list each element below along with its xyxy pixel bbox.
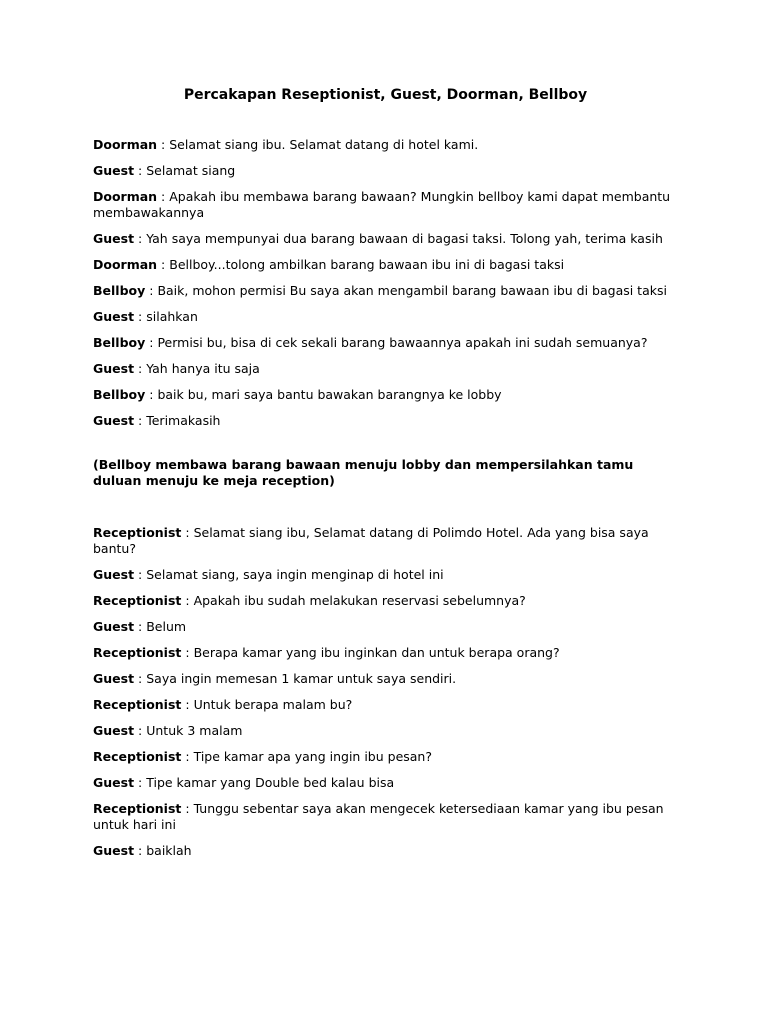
speaker-name: Guest — [93, 361, 135, 376]
speaker-name: Bellboy — [93, 387, 146, 402]
separator: : — [157, 137, 170, 152]
separator: : — [134, 775, 147, 790]
speaker-name: Bellboy — [93, 335, 146, 350]
speaker-name: Guest — [93, 231, 135, 246]
separator: : — [181, 593, 194, 608]
speaker-name: Guest — [93, 671, 135, 686]
document-title: Percakapan Reseptionist, Guest, Doorman, Bellboy — [183, 87, 588, 103]
separator: : — [145, 335, 158, 350]
dialogue-section-2 — [93, 525, 678, 859]
dialogue-text: Selamat siang, saya ingin menginap di hotel ini — [146, 567, 444, 582]
speaker-name: Guest — [93, 567, 135, 582]
separator: : — [145, 283, 158, 298]
dialogue-text: Tipe kamar yang Double bed kalau bisa — [146, 775, 395, 790]
dialogue-section-1 — [93, 137, 678, 429]
separator: : — [157, 189, 170, 204]
speaker-name: Guest — [93, 163, 135, 178]
dialogue-line — [93, 593, 678, 609]
dialogue-line — [93, 231, 678, 247]
speaker-name: Receptionist — [93, 697, 182, 712]
dialogue-line — [93, 525, 678, 557]
speaker-name: Doorman — [93, 189, 158, 204]
dialogue-line — [93, 671, 678, 687]
dialogue-text: Berapa kamar yang ibu inginkan dan untuk berapa orang? — [193, 645, 560, 660]
dialogue-line — [93, 749, 678, 765]
speaker-name: Doorman — [93, 257, 158, 272]
document-page — [93, 86, 678, 869]
dialogue-line — [93, 567, 678, 583]
dialogue-text: silahkan — [146, 309, 198, 324]
speaker-name: Bellboy — [93, 283, 146, 298]
separator: : — [181, 749, 194, 764]
speaker-name: Guest — [93, 775, 135, 790]
speaker-name: Guest — [93, 619, 135, 634]
separator: : — [134, 567, 147, 582]
dialogue-line — [93, 189, 678, 221]
dialogue-line — [93, 283, 678, 299]
dialogue-text: Apakah ibu sudah melakukan reservasi sebelumnya? — [193, 593, 526, 608]
dialogue-text: Belum — [146, 619, 187, 634]
dialogue-text: Selamat siang — [146, 163, 236, 178]
dialogue-text: Yah saya mempunyai dua barang bawaan di bagasi taksi. Tolong yah, terima kasih — [146, 231, 663, 246]
dialogue-text: Untuk 3 malam — [146, 723, 243, 738]
dialogue-line — [93, 257, 678, 273]
dialogue-line — [93, 801, 678, 833]
separator: : — [181, 801, 194, 816]
speaker-name: Receptionist — [93, 645, 182, 660]
dialogue-line — [93, 413, 678, 429]
dialogue-line — [93, 697, 678, 713]
dialogue-text: Selamat siang ibu, Selamat datang di Polimdo Hotel. Ada yang bisa saya bantu? — [93, 525, 649, 556]
separator: : — [134, 361, 147, 376]
dialogue-line — [93, 723, 678, 739]
dialogue-text: Permisi bu, bisa di cek sekali barang bawaannya apakah ini sudah semuanya? — [157, 335, 648, 350]
separator: : — [134, 843, 147, 858]
separator: : — [134, 671, 147, 686]
speaker-name: Guest — [93, 843, 135, 858]
dialogue-line — [93, 619, 678, 635]
dialogue-line — [93, 137, 678, 153]
separator: : — [134, 163, 147, 178]
dialogue-text: Saya ingin memesan 1 kamar untuk saya sendiri. — [146, 671, 457, 686]
dialogue-line — [93, 775, 678, 791]
dialogue-line — [93, 843, 678, 859]
separator: : — [181, 525, 194, 540]
dialogue-text: baiklah — [146, 843, 192, 858]
stage-note: (Bellboy membawa barang bawaan menuju lobby dan mempersilahkan tamu duluan menuju ke meja reception) — [93, 457, 634, 488]
separator: : — [134, 231, 147, 246]
dialogue-line — [93, 335, 678, 351]
dialogue-text: Baik, mohon permisi Bu saya akan mengambil barang bawaan ibu di bagasi taksi — [157, 283, 667, 298]
speaker-name: Guest — [93, 413, 135, 428]
speaker-name: Receptionist — [93, 525, 182, 540]
dialogue-text: Bellboy...tolong ambilkan barang bawaan ibu ini di bagasi taksi — [169, 257, 565, 272]
dialogue-line — [93, 387, 678, 403]
speaker-name: Receptionist — [93, 749, 182, 764]
speaker-name: Receptionist — [93, 801, 182, 816]
dialogue-text: Apakah ibu membawa barang bawaan? Mungkin bellboy kami dapat membantu membawakannya — [93, 189, 671, 220]
separator: : — [145, 387, 158, 402]
dialogue-line — [93, 163, 678, 179]
separator: : — [157, 257, 170, 272]
speaker-name: Receptionist — [93, 593, 182, 608]
speaker-name: Doorman — [93, 137, 158, 152]
dialogue-text: Tunggu sebentar saya akan mengecek ketersediaan kamar yang ibu pesan untuk hari ini — [93, 801, 664, 832]
dialogue-line — [93, 645, 678, 661]
dialogue-text: baik bu, mari saya bantu bawakan barangnya ke lobby — [157, 387, 502, 402]
separator: : — [134, 309, 147, 324]
separator: : — [181, 697, 194, 712]
speaker-name: Guest — [93, 309, 135, 324]
dialogue-text: Tipe kamar apa yang ingin ibu pesan? — [193, 749, 432, 764]
dialogue-text: Yah hanya itu saja — [146, 361, 260, 376]
speaker-name: Guest — [93, 723, 135, 738]
separator: : — [134, 723, 147, 738]
dialogue-text: Untuk berapa malam bu? — [193, 697, 353, 712]
separator: : — [181, 645, 194, 660]
dialogue-line — [93, 361, 678, 377]
dialogue-line — [93, 309, 678, 325]
dialogue-text: Selamat siang ibu. Selamat datang di hotel kami. — [169, 137, 479, 152]
separator: : — [134, 413, 147, 428]
dialogue-text: Terimakasih — [146, 413, 221, 428]
separator: : — [134, 619, 147, 634]
